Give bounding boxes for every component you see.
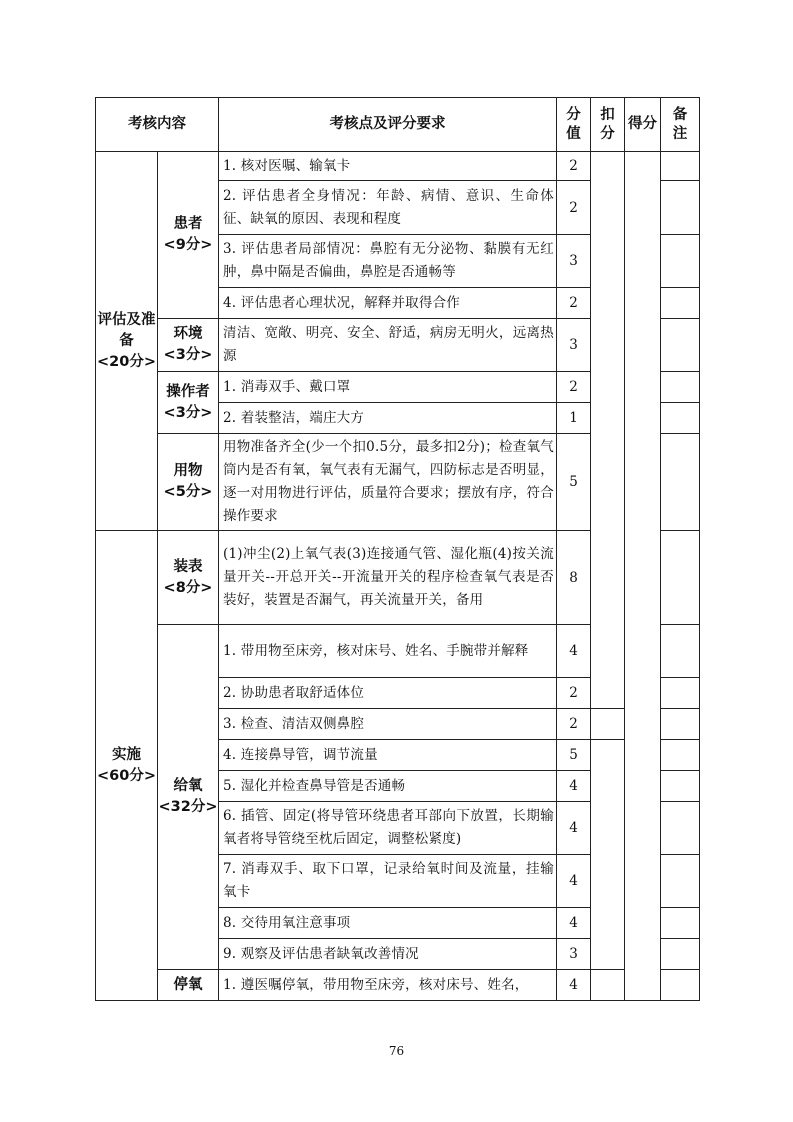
requirement-text: 2. 着装整洁，端庄大方 [219, 403, 557, 434]
table-row [96, 970, 700, 1001]
requirement-text: 9. 观察及评估患者缺氧改善情况 [219, 939, 557, 970]
score-value: 4 [557, 802, 591, 855]
score-value: 4 [557, 855, 591, 908]
score-value: 4 [557, 908, 591, 939]
assessment-table [95, 97, 700, 1001]
header-points: 考核点及评分要求 [219, 98, 557, 152]
remark-cell[interactable] [661, 802, 700, 855]
deduct-cell[interactable] [591, 709, 625, 740]
group-label: 环境 <3分> [158, 319, 219, 372]
deduct-cell[interactable] [591, 740, 625, 970]
group-label: 停氧 [158, 970, 219, 1001]
remark-cell[interactable] [661, 181, 700, 235]
remark-cell[interactable] [661, 152, 700, 181]
score-value: 4 [557, 625, 591, 678]
score-value: 3 [557, 235, 591, 288]
remark-cell[interactable] [661, 625, 700, 678]
requirement-text: 6. 插管、固定(将导管环绕患者耳部向下放置，长期输氧者将导管绕至枕后固定，调整松紧度) [219, 802, 557, 855]
requirement-text: 用物准备齐全(少一个扣0.5分，最多扣2分)；检查氧气筒内是否有氧，氧气表有无漏气，四防标志是否明显，逐一对用物进行评估，质量符合要求；摆放有序，符合操作要求 [219, 434, 557, 531]
requirement-text: 1. 遵医嘱停氧，带用物至床旁，核对床号、姓名， [219, 970, 557, 1001]
obtained-score-cell[interactable] [625, 152, 661, 1001]
score-value: 2 [557, 372, 591, 403]
remark-cell[interactable] [661, 288, 700, 319]
remark-cell[interactable] [661, 939, 700, 970]
score-value: 4 [557, 771, 591, 802]
requirement-text: 4. 连接鼻导管，调节流量 [219, 740, 557, 771]
header-got: 得分 [625, 98, 661, 152]
remark-cell[interactable] [661, 403, 700, 434]
group-label: 给氧 <32分> [158, 625, 219, 970]
requirement-text: 1. 核对医嘱、输氧卡 [219, 152, 557, 181]
group-label: 装表 <8分> [158, 531, 219, 625]
remark-cell[interactable] [661, 771, 700, 802]
header-deduct: 扣 分 [591, 98, 625, 152]
remark-cell[interactable] [661, 855, 700, 908]
score-value: 2 [557, 152, 591, 181]
requirement-text: 3. 检查、清洁双侧鼻腔 [219, 709, 557, 740]
remark-cell[interactable] [661, 678, 700, 709]
header-row [96, 98, 700, 152]
score-value: 4 [557, 970, 591, 1001]
remark-cell[interactable] [661, 235, 700, 288]
score-value: 3 [557, 319, 591, 372]
remark-cell[interactable] [661, 709, 700, 740]
remark-cell[interactable] [661, 531, 700, 625]
deduct-cell[interactable] [591, 970, 625, 1001]
requirement-text: 2. 评估患者全身情况：年龄、病情、意识、生命体征、缺氧的原因、表现和程度 [219, 181, 557, 235]
page-number: 76 [388, 1044, 405, 1058]
header-content: 考核内容 [96, 98, 219, 152]
score-value: 3 [557, 939, 591, 970]
requirement-text: 1. 消毒双手、戴口罩 [219, 372, 557, 403]
remark-cell[interactable] [661, 434, 700, 531]
remark-cell[interactable] [661, 372, 700, 403]
group-label: 用物 <5分> [158, 434, 219, 531]
section-label: 实施 <60分> [96, 531, 158, 1001]
requirement-text: 3. 评估患者局部情况：鼻腔有无分泌物、黏膜有无红肿，鼻中隔是否偏曲，鼻腔是否通畅等 [219, 235, 557, 288]
requirement-text: 8. 交待用氧注意事项 [219, 908, 557, 939]
group-label: 操作者 <3分> [158, 372, 219, 434]
header-remark: 备 注 [661, 98, 700, 152]
requirement-text: 4. 评估患者心理状况，解释并取得合作 [219, 288, 557, 319]
group-label: 患者 <9分> [158, 152, 219, 319]
score-value: 2 [557, 709, 591, 740]
remark-cell[interactable] [661, 970, 700, 1001]
score-value: 2 [557, 288, 591, 319]
requirement-text: 2. 协助患者取舒适体位 [219, 678, 557, 709]
table-row [96, 152, 700, 181]
section-label: 评估及准备 <20分> [96, 152, 158, 531]
requirement-text: 5. 湿化并检查鼻导管是否通畅 [219, 771, 557, 802]
score-value: 1 [557, 403, 591, 434]
remark-cell[interactable] [661, 740, 700, 771]
requirement-text: 清洁、宽敞、明亮、安全、舒适，病房无明火，远离热源 [219, 319, 557, 372]
deduct-cell[interactable] [591, 152, 625, 709]
requirement-text: 1. 带用物至床旁，核对床号、姓名、手腕带并解释 [219, 625, 557, 678]
score-value: 5 [557, 434, 591, 531]
score-value: 5 [557, 740, 591, 771]
remark-cell[interactable] [661, 908, 700, 939]
remark-cell[interactable] [661, 319, 700, 372]
requirement-text: 7. 消毒双手、取下口罩，记录给氧时间及流量，挂输氧卡 [219, 855, 557, 908]
score-value: 2 [557, 678, 591, 709]
requirement-text: (1)冲尘(2)上氧气表(3)连接通气管、湿化瓶(4)按关流量开关--开总开关--开流量开关的程序检查氧气表是否装好，装置是否漏气，再关流量开关，备用 [219, 531, 557, 625]
score-value: 2 [557, 181, 591, 235]
score-value: 8 [557, 531, 591, 625]
header-score: 分 值 [557, 98, 591, 152]
